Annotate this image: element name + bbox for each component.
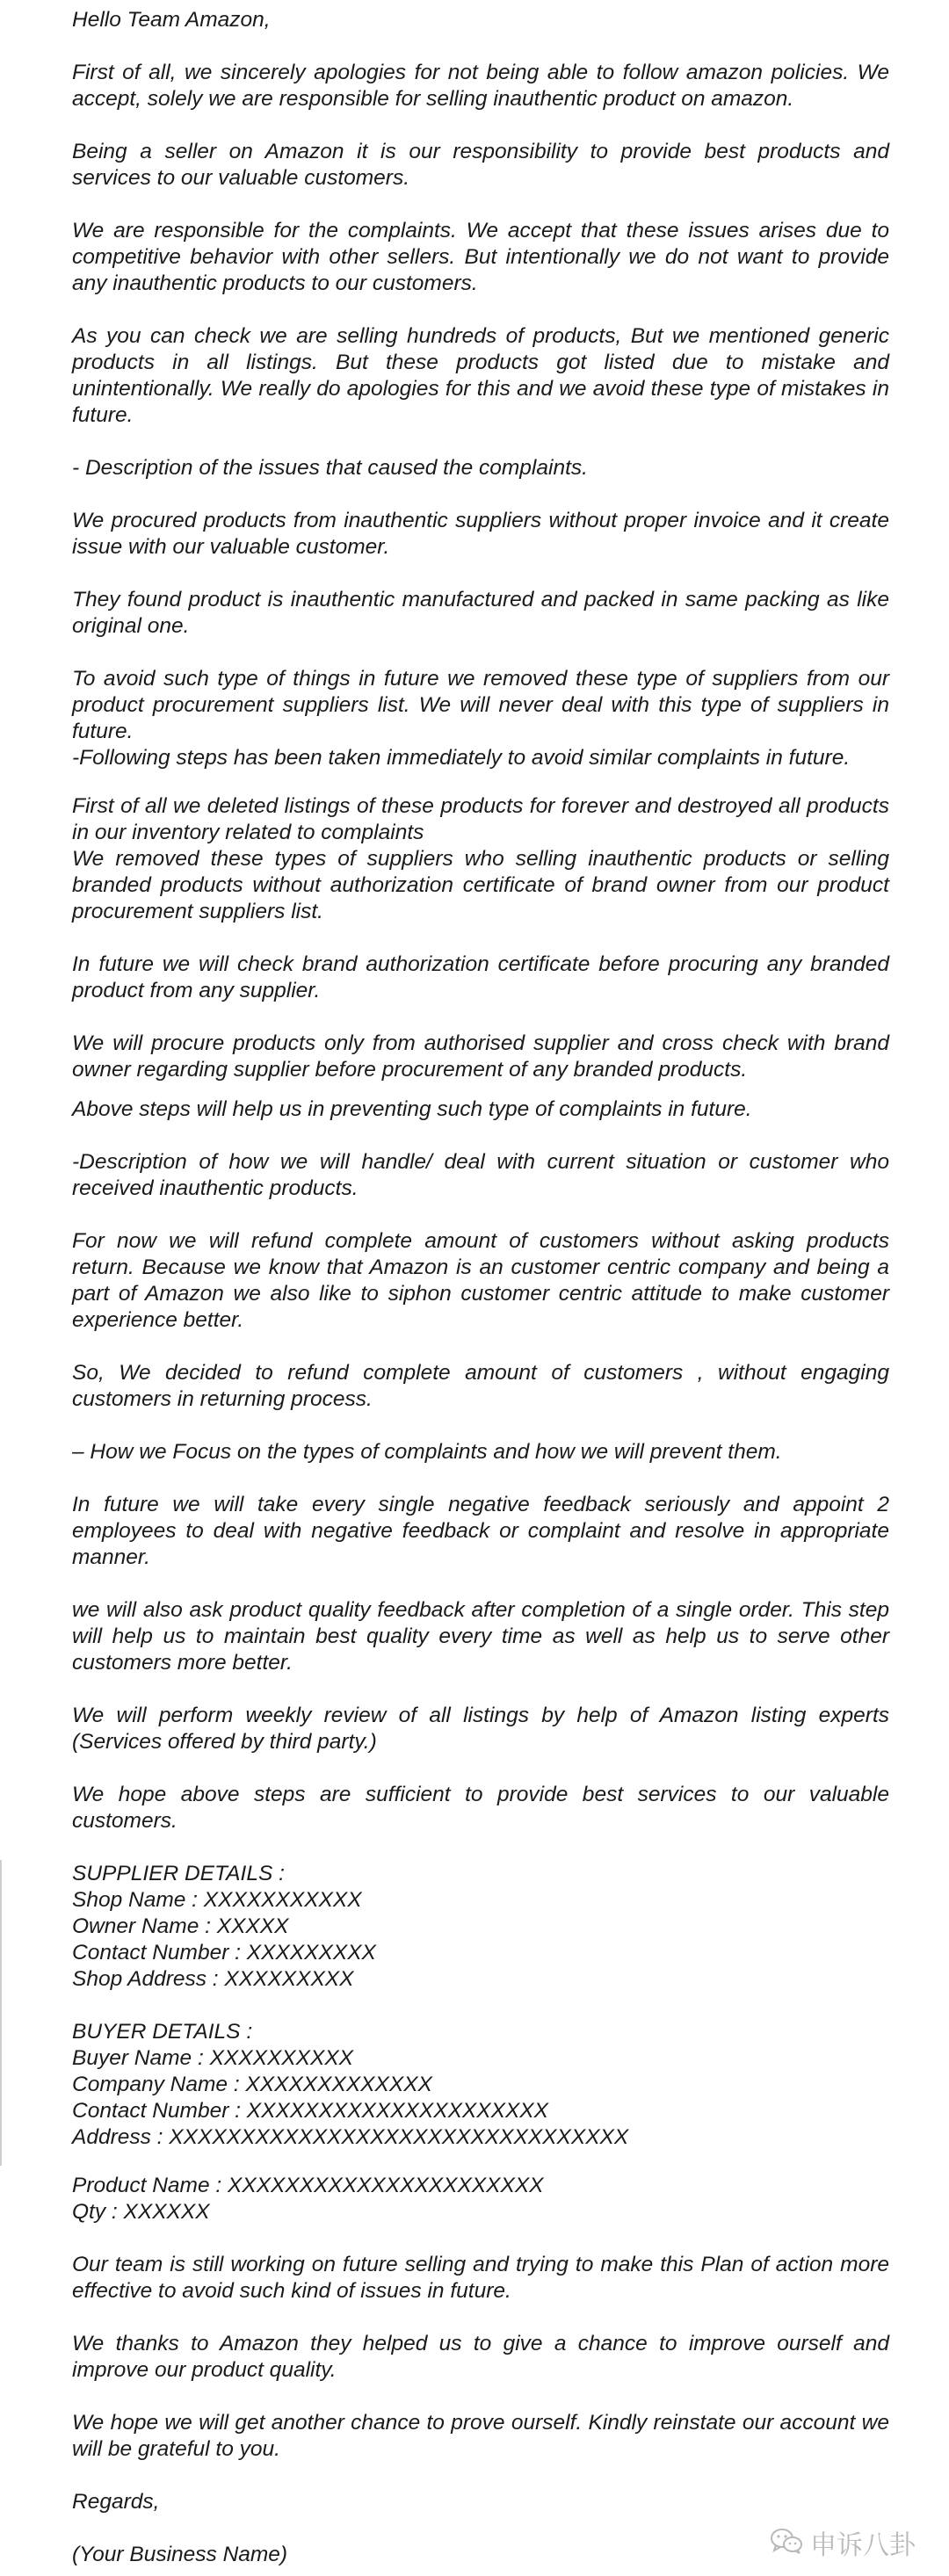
letter-line: product procurement suppliers list. We will never deal with this type of suppliers in [72,693,889,717]
letter-line: future. [72,403,134,427]
letter-line: improve our product quality. [72,2358,337,2382]
letter-line: First of all we deleted listings of these products for forever and destroyed all products [72,794,889,818]
letter-line: Being a seller on Amazon it is our responsibility to provide best products and [72,140,889,163]
letter-line: Shop Name : XXXXXXXXXXX [72,1888,362,1912]
letter-line: owner regarding supplier before procurement of any branded products. [72,1058,748,1082]
watermark [770,2525,916,2560]
letter-line: customers. [72,1809,177,1833]
letter-line: They found product is inauthentic manufactured and packed in same packing as like [72,588,889,611]
letter-line: We are responsible for the complaints. We accept that these issues arises due to [72,219,889,242]
letter-line: will help us to maintain best quality every time as well as help us to serve other [72,1624,889,1648]
letter-line: will be grateful to you. [72,2437,280,2461]
letter-line: return. Because we know that Amazon is an customer centric company and being a [72,1255,889,1279]
wechat-icon [770,2527,803,2559]
letter-line: issue with our valuable customer. [72,535,390,559]
letter-line: any inauthentic products to our customers. [72,271,478,295]
letter-line: We removed these types of suppliers who selling inauthentic products or selling [72,847,889,871]
letter-line: (Your Business Name) [72,2543,288,2566]
letter-line: experience better. [72,1308,244,1332]
letter-line: In future we will take every single negative feedback seriously and appoint 2 [72,1493,889,1516]
letter-line: Product Name : XXXXXXXXXXXXXXXXXXXXXX [72,2174,544,2197]
letter-line: unintentionally. We really do apologies for this and we avoid these type of mistakes in [72,377,889,401]
letter-line: We will procure products only from authorised supplier and cross check with brand [72,1031,889,1055]
left-edge-mark [0,1860,2,2166]
letter-line: competitive behavior with other sellers. But intentionally we do not want to provide [72,245,889,269]
letter-line: we will also ask product quality feedback after completion of a single order. This step [72,1598,889,1622]
letter-line: -Following steps has been taken immediately to avoid similar complaints in future. [72,746,851,770]
letter-line: customers in returning process. [72,1387,373,1411]
letter-line: manner. [72,1545,150,1569]
letter-line: services to our valuable customers. [72,166,409,190]
letter-line: product from any supplier. [72,979,321,1002]
letter-line: products in all listings. But these products got listed due to mistake and [72,351,889,374]
letter-line: -Description of how we will handle/ deal with current situation or customer who [72,1150,889,1174]
letter-line: Owner Name : XXXXX [72,1914,289,1938]
letter-line: As you can check we are selling hundreds of products, But we mentioned generic [72,324,889,348]
letter-line: We procured products from inauthentic suppliers without proper invoice and it create [72,509,889,532]
letter-line: Regards, [72,2490,160,2514]
letter-line: Contact Number : XXXXXXXXX [72,1941,376,1965]
letter-line: - Description of the issues that caused the complaints. [72,456,588,480]
letter-line: Address : XXXXXXXXXXXXXXXXXXXXXXXXXXXXXXXX [72,2125,629,2149]
letter-line: SUPPLIER DETAILS : [72,1862,285,1885]
letter-line: Our team is still working on future selling and trying to make this Plan of action more [72,2253,889,2276]
letter-line: So, We decided to refund complete amount of customers , without engaging [72,1361,889,1385]
letter-line: in our inventory related to complaints [72,821,424,844]
letter-line: We thanks to Amazon they helped us to give a chance to improve ourself and [72,2332,889,2355]
letter-line: We will perform weekly review of all listings by help of Amazon listing experts [72,1704,889,1727]
letter-line: In future we will check brand authorization certificate before procuring any branded [72,952,889,976]
letter-line: future. [72,720,134,743]
letter-line: Shop Address : XXXXXXXXX [72,1967,354,1991]
letter-line: Contact Number : XXXXXXXXXXXXXXXXXXXXX [72,2099,548,2123]
letter-line: Above steps will help us in preventing such type of complaints in future. [72,1097,752,1121]
letter-line: accept, solely we are responsible for selling inauthentic product on amazon. [72,87,794,111]
letter-line: Hello Team Amazon, [72,8,271,32]
letter-line: original one. [72,614,190,638]
letter-line: received inauthentic products. [72,1176,359,1200]
letter-line: (Services offered by third party.) [72,1730,377,1754]
letter-line: First of all, we sincerely apologies for not being able to follow amazon policies. We [72,61,889,84]
letter-line: To avoid such type of things in future we removed these type of suppliers from our [72,667,889,691]
letter-line: procurement suppliers list. [72,900,323,923]
letter-line: Company Name : XXXXXXXXXXXXX [72,2073,432,2096]
letter-line: employees to deal with negative feedback or complaint and resolve in appropriate [72,1519,889,1543]
letter-line: We hope we will get another chance to prove ourself. Kindly reinstate our account we [72,2411,889,2435]
watermark-text: 申诉八卦 [810,2530,916,2561]
letter-line: effective to avoid such kind of issues in future. [72,2279,511,2303]
letter-line: customers more better. [72,1651,293,1675]
letter-line: part of Amazon we also like to siphon customer centric attitude to make customer [72,1282,889,1306]
letter-line: BUYER DETAILS : [72,2020,253,2044]
letter-line: Buyer Name : XXXXXXXXXX [72,2046,353,2070]
letter-line: We hope above steps are sufficient to provide best services to our valuable [72,1783,889,1806]
letter-line: Qty : XXXXXX [72,2200,210,2224]
letter-line: For now we will refund complete amount of customers without asking products [72,1229,889,1253]
letter-line: branded products without authorization certificate of brand owner from our product [72,873,889,897]
letter-line: – How we Focus on the types of complaints and how we will prevent them. [72,1440,782,1464]
